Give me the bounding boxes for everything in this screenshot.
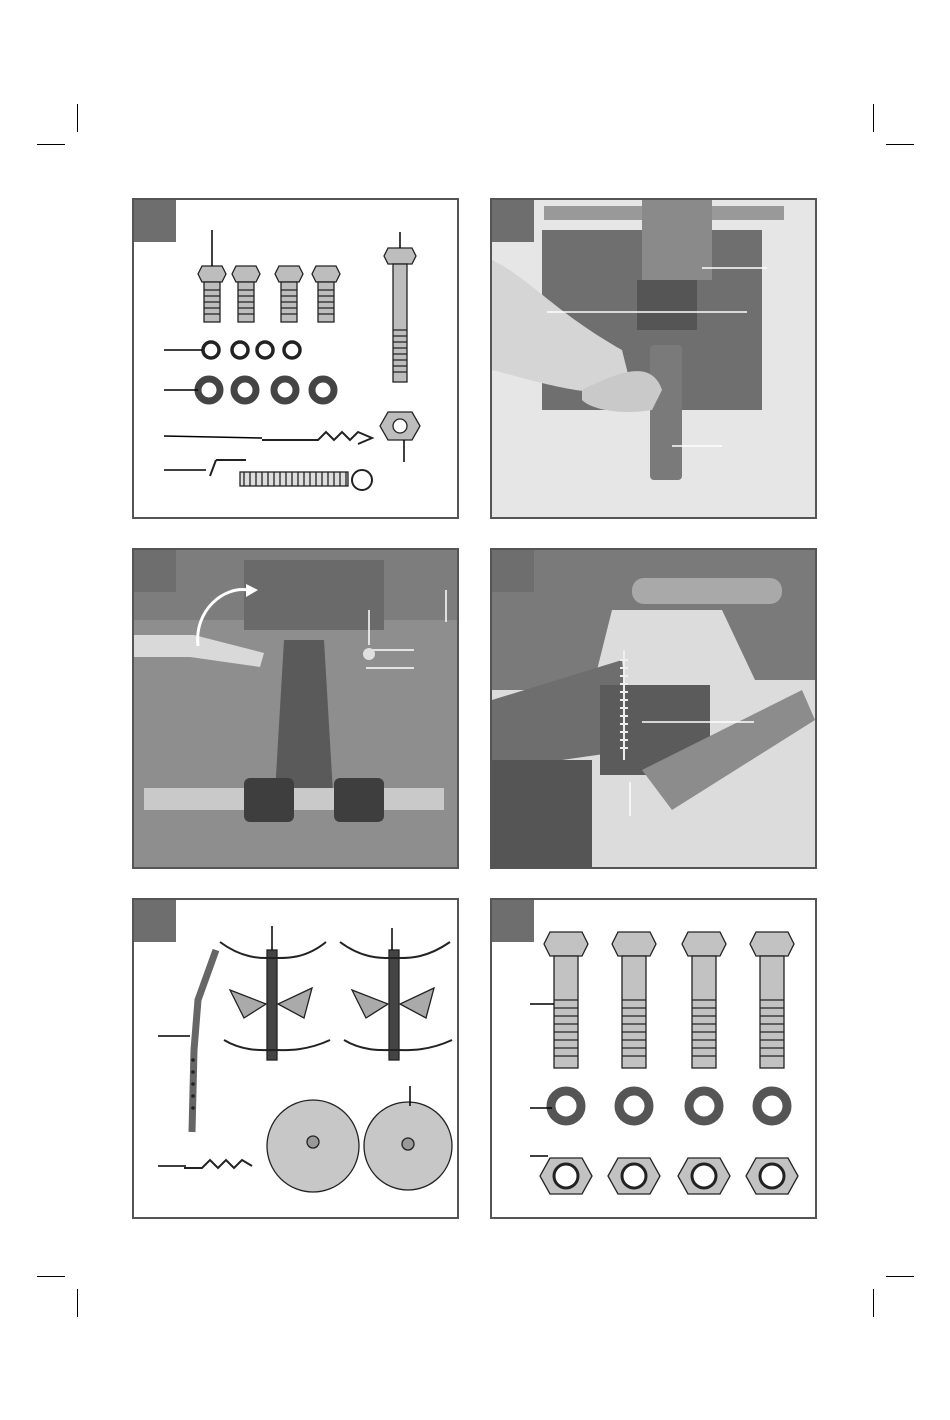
photo-illustration	[492, 200, 815, 517]
crop-mark-br-v	[873, 1289, 874, 1317]
bolt-icon	[198, 266, 226, 322]
spring-washer-icon	[203, 342, 300, 358]
spring-icon	[240, 470, 372, 490]
crop-mark-tr-h	[886, 144, 914, 145]
tine-assembly-icon	[340, 942, 452, 1060]
cotter-pin-icon	[184, 1160, 252, 1168]
crop-mark-br-h	[886, 1276, 914, 1277]
crop-mark-tr-v	[873, 104, 874, 132]
figure-panel-1	[132, 198, 459, 519]
figure-panel-3	[132, 548, 459, 869]
long-bolt-icon	[384, 248, 416, 382]
figure-number-badge	[492, 550, 534, 592]
bolt-icon	[232, 266, 260, 322]
parts-illustration	[134, 900, 457, 1217]
bolt-icon	[612, 932, 656, 1068]
crop-mark-tl-v	[77, 104, 78, 132]
disc-icon	[267, 1100, 359, 1192]
figure-panel-6	[490, 898, 817, 1219]
cotter-pin-icon	[262, 432, 372, 444]
photo-illustration	[492, 550, 815, 867]
bolt-icon	[682, 932, 726, 1068]
figure-panel-2	[490, 198, 817, 519]
crop-mark-tl-h	[37, 144, 65, 145]
figure-number-badge	[492, 200, 534, 242]
bolt-icon	[312, 266, 340, 322]
parts-illustration	[134, 200, 457, 517]
crop-mark-bl-h	[37, 1276, 65, 1277]
bolt-icon	[750, 932, 794, 1068]
disc-icon	[364, 1102, 452, 1190]
photo-illustration	[134, 550, 457, 867]
nut-icon	[540, 1158, 798, 1194]
figure-number-badge	[134, 550, 176, 592]
figure-panel-5	[132, 898, 459, 1219]
nut-icon	[380, 412, 420, 440]
bolt-icon	[275, 266, 303, 322]
bolt-icon	[544, 932, 588, 1068]
crop-mark-bl-v	[77, 1289, 78, 1317]
parts-illustration	[492, 900, 815, 1217]
figure-panel-4	[490, 548, 817, 869]
tine-assembly-icon	[220, 942, 330, 1060]
flat-washer-icon	[198, 379, 334, 401]
flat-washer-icon	[551, 1091, 787, 1121]
